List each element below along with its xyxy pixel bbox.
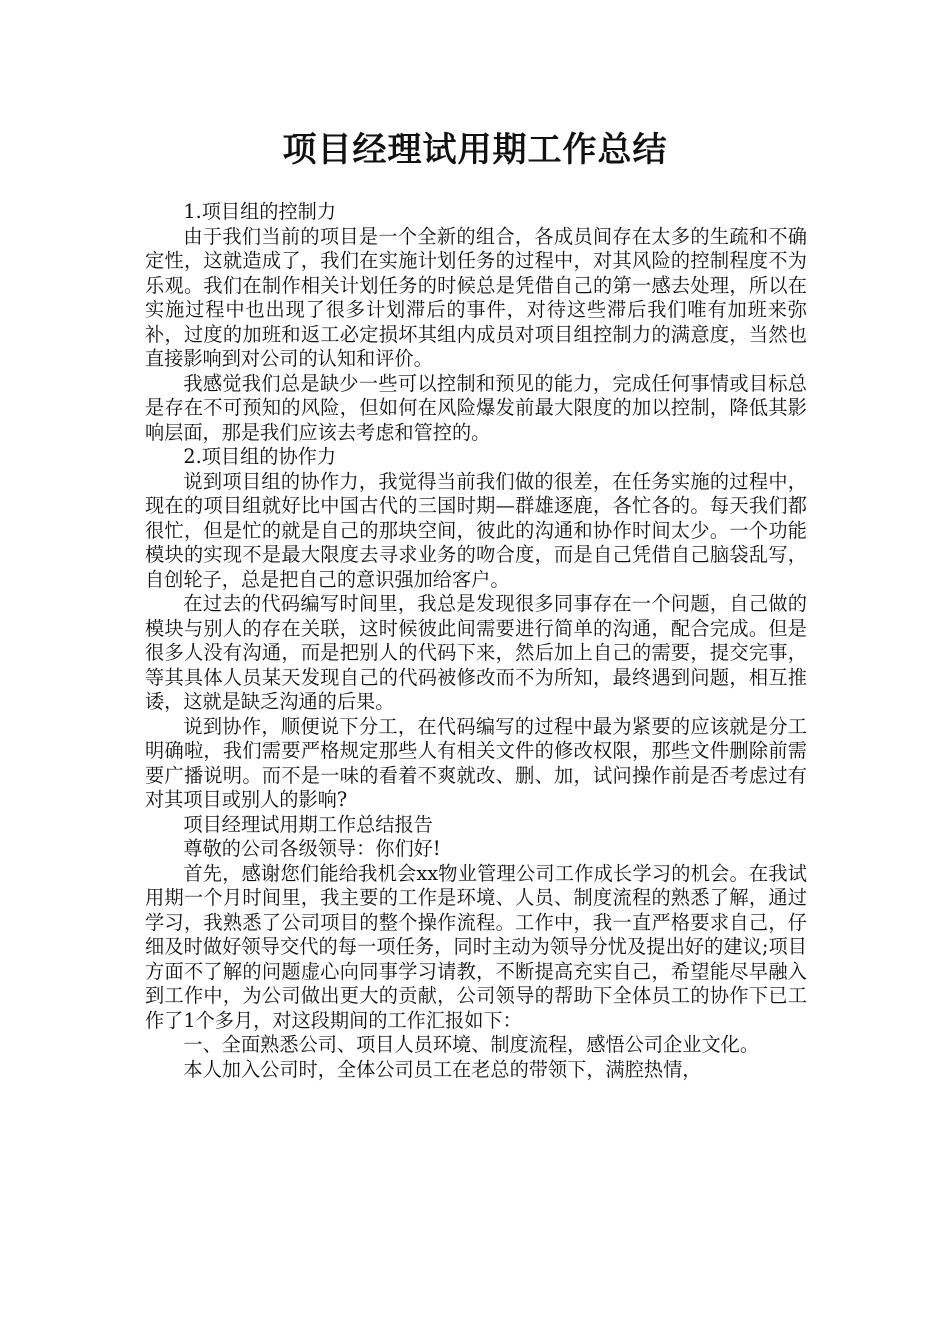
paragraph-heading-collaboration: 2.项目组的协作力 xyxy=(183,445,337,468)
paragraph: 说到项目组的协作力，我觉得当前我们做的很差，在任务实施的过程中，现在的项目组就好比中国古代的三国时期—群雄逐鹿，各忙各的。每天我们都很忙，但是忙的就是自己的那块空间，彼此的沟通和协作时间太少。一个功能模块的实现不是最大限度去寻求业务的吻合度，而是自己凭借自己脑袋乱写，自创轮子，总是把自己的意识强加给客户。 xyxy=(145,469,807,591)
paragraph-heading-report: 项目经理试用期工作总结报告 xyxy=(183,812,433,836)
paragraph: 在过去的代码编写时间里，我总是发现很多同事存在一个问题，自己做的模块与别人的存在关联，这时候彼此间需要进行简单的沟通，配合完成。但是很多人没有沟通，而是把别人的代码下来，然后加上自己的需要，提交完事，等其具体人员某天发现自己的代码被修改而不为所知，最终遇到问题，相互推诿，这就是缺乏沟通的后果。 xyxy=(145,592,807,713)
document-title: 项目经理试用期工作总结 xyxy=(282,130,668,170)
document-body xyxy=(145,200,807,1082)
paragraph: 说到协作，顺便说下分工，在代码编写的过程中最为紧要的应该就是分工明确啦，我们需要严格规定那些人有相关文件的修改权限，那些文件删除前需要广播说明。而不是一味的看着不爽就改、删、加，试问操作前是否考虑过有对其项目或别人的影响? xyxy=(145,714,807,811)
paragraph-heading-control: 1.项目组的控制力 xyxy=(183,200,337,223)
paragraph: 本人加入公司时，全体公司员工在老总的带领下，满腔热情， xyxy=(183,1057,702,1081)
paragraph-greeting: 尊敬的公司各级领导：你们好! xyxy=(183,837,441,860)
paragraph: 我感觉我们总是缺少一些可以控制和预见的能力，完成任何事情或目标总是存在不可预知的风险，但如何在风险爆发前最大限度的加以控制，降低其影响层面，那是我们应该去考虑和管控的。 xyxy=(145,371,807,444)
paragraph: 首先，感谢您们能给我机会xx物业管理公司工作成长学习的机会。在我试用期一个月时间里，我主要的工作是环境、人员、制度流程的熟悉了解，通过学习，我熟悉了公司项目的整个操作流程。工作中，我一直严格要求自己，仔细及时做好领导交代的每一项任务，同时主动为领导分忧及提出好的建议;项目方面不了解的问题虚心向同事学习请教，不断提高充实自己，希望能尽早融入到工作中，为公司做出更大的贡献，公司领导的帮助下全体员工的协作下已工作了1个多月，对这段期间的工作汇报如下： xyxy=(145,861,807,1032)
paragraph-section-heading: 一、全面熟悉公司、项目人员环境、制度流程，感悟公司企业文化。 xyxy=(183,1033,760,1056)
paragraph: 由于我们当前的项目是一个全新的组合，各成员间存在太多的生疏和不确定性，这就造成了，我们在实施计划任务的过程中，对其风险的控制程度不为乐观。我们在制作相关计划任务的时候总是凭借自己的第一感去处理，所以在实施过程中也出现了很多计划滞后的事件，对待这些滞后我们唯有加班来弥补，过度的加班和返工必定损坏其组内成员对项目组控制力的满意度，当然也直接影响到对公司的认知和评价。 xyxy=(145,224,807,370)
